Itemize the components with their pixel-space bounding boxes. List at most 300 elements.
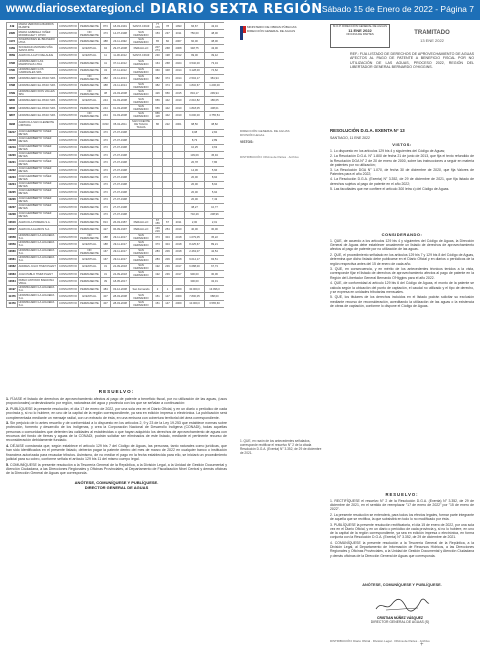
table-cell: PERMANENTE [79, 67, 101, 74]
dga-vistos: VISTOS: [240, 139, 254, 144]
table-cell: PERMANENTE [79, 144, 101, 151]
table-cell: 67 [163, 218, 173, 225]
table-cell: PERMANENTE [79, 211, 101, 218]
considerando-paragraph: 3. QUE, en consecuencia, y en mérito de los antecedentes técnicos tenidos a la vista, corresponde fijar el listado de derechos de aprovechamiento afectos al pago de patente en la Región del Libertador General Bernardo O'Higgins para el año 2022. [330, 267, 474, 280]
table-row [7, 241, 225, 248]
resuelvo-section [330, 490, 474, 559]
table-cell: 60,00 [185, 37, 205, 44]
table-cell [130, 152, 153, 159]
table-cell: PERMANENTE [79, 159, 101, 166]
table-cell: 86 [153, 119, 163, 129]
table-cell: 10224 [7, 181, 18, 188]
table-cell: 10226 [7, 196, 18, 203]
table-row [7, 174, 225, 181]
table-cell: 10658 [7, 233, 18, 240]
signer-role: DIRECTOR GENERAL DE AGUAS (S) [370, 620, 430, 625]
resolution-item [6, 397, 227, 406]
table-cell: 2017 [173, 271, 185, 278]
table-cell: JUAN HERIBERTO YAÑEZ REYES [18, 152, 58, 159]
table-cell: CONSUNTIVO [58, 181, 79, 188]
anotese-line: ANÓTESE, COMUNÍQUESE Y PUBLÍQUESE. [362, 583, 442, 587]
site-url[interactable]: www.diariosextaregion.cl [6, 3, 145, 15]
table-cell: 207 274 [153, 45, 163, 52]
table-cell: 873 [101, 23, 111, 30]
table-cell: SAN FERNANDO [130, 82, 153, 89]
table-cell: SAN FERNANDO [130, 271, 153, 278]
table-cell: 94 [101, 45, 111, 52]
table-cell: 4.755,54 [205, 112, 225, 119]
table-cell: MARIA VERONICA BARROS DUARTE [18, 23, 58, 30]
considerando-paragraph: 2. QUE, el procedimiento señalado en los artículos 129 bis 7 y 129 bis 8 del Código de Aguas, determina que dicho listado debe publicarse en el Diario Oficial y en diarios o periódicos de la región respectiva antes del 15 de enero de cada año. [330, 253, 474, 266]
table-cell: 10221 [7, 159, 18, 166]
dga-distrib: DISTRIBUCIÓN: Oficina de Partes · Archivo [240, 155, 299, 160]
considerando-paragraph: 1. QUE, de acuerdo a los artículos 129 bis 4 y siguientes del Código de Aguas, la Dirección General de Aguas debe establecer anualmente un listado de derechos de aprovechamiento afectos al pago de patente por no utilización de las aguas. [330, 239, 474, 252]
table-cell: CONSUNTIVO [58, 233, 79, 240]
table-cell: 10662 [7, 263, 18, 270]
table-cell: 2017 [173, 263, 185, 270]
table-cell: SAN FERNANDO [130, 104, 153, 111]
flag-bar-red-icon [243, 26, 246, 33]
table-cell: 268 [163, 60, 173, 67]
table-cell: 99,00 [185, 52, 205, 59]
table-cell: JUAN HERIBERTO YAÑEZ REYES [18, 137, 58, 144]
table-cell: 43,34 [205, 23, 225, 30]
table-cell: 11-06-2012 [111, 52, 130, 59]
table-cell: 27-07-1998 [111, 144, 130, 151]
table-cell: 900,00 [185, 271, 205, 278]
table-cell: 167 [101, 248, 111, 255]
table-cell [153, 166, 163, 173]
table-cell: 78 [163, 23, 173, 30]
table-cell: CONSUNTIVO [58, 23, 79, 30]
table-cell: 41 [101, 60, 111, 67]
table-cell [173, 196, 185, 203]
table-cell: 473 [101, 211, 111, 218]
table-cell: NO PERMANENTE [80, 90, 99, 97]
table-cell: 2011 [173, 218, 185, 225]
table-cell: 3799 [7, 89, 18, 96]
table-cell: 20,00 [185, 189, 205, 196]
table-cell: 43,00 [205, 45, 225, 52]
table-cell: 7,86 [205, 159, 225, 166]
table-cell: PERMANENTE [79, 166, 101, 173]
table-cell: 29-11-2017 [111, 256, 130, 263]
table-cell: 382 [153, 82, 163, 89]
table-cell: 442 [163, 112, 173, 119]
table-cell: 65 [153, 37, 163, 44]
table-cell [163, 211, 173, 218]
table-cell: 48,00 [205, 30, 225, 37]
table-row [7, 233, 225, 240]
table-cell: 2,84 [205, 129, 225, 136]
table-cell: JUAN HERIBERTO YAÑEZ REYES [18, 204, 58, 211]
table-cell: 73,34 [205, 60, 225, 67]
table-cell: AGRICOLA ALTO RELAHUE [18, 52, 58, 59]
table-cell [130, 159, 153, 166]
table-cell: San Fernando [130, 285, 153, 292]
table-cell: 5,66 [205, 166, 225, 173]
table-cell: AGRICOLA POMERA S.A. [18, 218, 58, 225]
table-cell [163, 196, 173, 203]
table-cell: 30,06 [205, 271, 225, 278]
table-cell: 27-07-1998 [111, 189, 130, 196]
signature-block [350, 616, 450, 624]
table-cell: 186,05 [205, 97, 225, 104]
table-cell: 3796 [7, 60, 18, 67]
table-cell: 3797 [7, 75, 18, 82]
table-cell: 32,31 [205, 278, 225, 285]
resolution-item-number: 5. [6, 462, 9, 467]
plus-mark-icon: + [420, 642, 424, 648]
reception-stamp [330, 24, 390, 48]
table-cell: 10663 [7, 271, 18, 278]
table-cell: CONSUNTIVO [58, 152, 79, 159]
table-cell [173, 144, 185, 151]
table-cell: 10,25 [185, 144, 205, 151]
table-cell: CONSUNTIVO [58, 45, 79, 52]
table-row [7, 189, 225, 196]
table-cell [173, 159, 185, 166]
table-cell: CONSUNTIVO [58, 75, 79, 82]
table-cell: 304 [163, 233, 173, 240]
table-cell: PERMANENTE [79, 23, 101, 30]
table-cell: 1.079,05 [185, 233, 205, 240]
side-note: 1. QUE, en razón de los antecedentes señalados, corresponde rectificar el resuelvo N° 2 de la citada Resolución D.G.A. (Exenta) N° 3.352, de 29 de diciembre de 2021. [240, 439, 322, 455]
stamp-bottom: OFICINA DE PARTES [346, 32, 374, 37]
resuelvo-paragraph: 4. COMUNÍQUESE la presente resolución a la Tesorería General de la República, a la División Legal, al Departamento de Información de Recursos Hídricos, a las Direcciones Regionales y Oficinas Provinciales, a la Unidad de Gestión Documental y Atención Ciudadana y demás oficinas de la Dirección General de Aguas que corresponda. [330, 541, 474, 558]
table-cell: CONSUNTIVO [58, 159, 79, 166]
table-cell: 3,63 [205, 144, 225, 151]
resolution-item [6, 444, 227, 461]
table-cell: 26-03-1987 [111, 218, 130, 225]
table-cell: 442 [163, 104, 173, 111]
table-cell: 407 [101, 300, 111, 307]
table-cell [153, 189, 163, 196]
table-row [7, 152, 225, 159]
table-cell: 382 [153, 75, 163, 82]
table-cell: PABLO ANTONIO BARAONA VIDAL [18, 278, 58, 285]
table-cell [163, 152, 173, 159]
table-cell: 222 [163, 119, 173, 129]
table-cell: CONSUNTIVO [58, 256, 79, 263]
table-cell: 473 [101, 129, 111, 136]
table-row [7, 196, 225, 203]
table-cell: CONSUNTIVO [58, 271, 79, 278]
table-cell: 2014 [173, 82, 185, 89]
table-cell: SAN FERNANDO [130, 30, 153, 37]
table-cell: 348 [163, 67, 173, 74]
table-cell: HORMIGUERO EL PASO SPA [18, 75, 58, 82]
table-cell: 688,00 [205, 293, 225, 300]
table-cell: CONSUNTIVO [58, 137, 79, 144]
table-cell: 28-03-2008 [111, 300, 130, 307]
table-cell: 381,94 [205, 75, 225, 82]
table-cell: 10.000,0 [185, 300, 205, 307]
table-cell: 38,82 [205, 119, 225, 129]
table-cell [163, 137, 173, 144]
table-cell: 147 [163, 293, 173, 300]
table-cell: PERMANENTE [79, 285, 101, 292]
table-cell: HORMIGUERO LA HIGUERA S.A. [18, 248, 58, 255]
table-cell: 9.014,17 [185, 256, 205, 263]
table-cell: 239 [163, 271, 173, 278]
table-cell: 01-03-2008 [111, 104, 130, 111]
table-cell: 164 [153, 60, 163, 67]
table-cell: 488 [101, 37, 111, 44]
table-cell: 10218 [7, 137, 18, 144]
table-cell: MARIA GABRIELA YAÑEZ RODRIGUEZ Y OTRO [18, 30, 58, 37]
table-cell: 473 [101, 189, 111, 196]
resolution-item [6, 463, 227, 476]
table-cell: CONSUNTIVO [58, 204, 79, 211]
table-cell: SAN FERNANDO [130, 67, 153, 74]
table-cell [163, 129, 173, 136]
table-row [7, 293, 225, 300]
table-cell [130, 129, 153, 136]
table-cell: 473 [101, 181, 111, 188]
table-cell: 650 [163, 89, 173, 96]
table-cell [163, 159, 173, 166]
table-cell: 11197 [7, 285, 18, 292]
table-cell: JUAN HERIBERTO YAÑEZ REYES [18, 144, 58, 151]
table-cell [153, 181, 163, 188]
table-cell: 473 [101, 30, 111, 37]
table-cell: 244 [101, 104, 111, 111]
table-cell: PERMANENTE [79, 226, 101, 233]
table-cell: 373 [153, 233, 163, 240]
table-cell: 3569 [7, 52, 18, 59]
table-cell: JUAN HERIBERTO YAÑEZ REYES [18, 129, 58, 136]
table-cell: SAN FERNANDO [130, 37, 153, 44]
table-cell: 2014 [173, 75, 185, 82]
table-cell: 10,77 [205, 204, 225, 211]
table-cell: 2014 [173, 67, 185, 74]
table-cell: JUAN HERIBERTO YAÑEZ REYES [18, 211, 58, 218]
sign-anotese: ANÓTESE, COMUNÍQUESE Y PUBLÍQUESE. [74, 479, 159, 485]
table-cell: 9,08 [185, 129, 205, 136]
table-cell [153, 211, 163, 218]
table-cell: 10616 [7, 218, 18, 225]
table-cell: CONSUNTIVO [58, 218, 79, 225]
table-cell: 82 [163, 37, 173, 44]
table-cell [130, 196, 153, 203]
table-cell: 7.800,05 [185, 293, 205, 300]
table-cell: 18-05-2017 [111, 278, 130, 285]
table-cell: 11476 [7, 293, 18, 300]
table-cell: 27-07-1998 [111, 166, 130, 173]
table-cell: 5,94 [205, 189, 225, 196]
table-cell: HORMIGUERO LA HIGUERA S.A. [18, 300, 58, 307]
table-cell: PERMANENTE [79, 300, 101, 307]
table-row [7, 256, 225, 263]
table-cell: EVENTUAL [79, 241, 101, 248]
table-cell: JUAN HERIBERTO YAÑEZ REYES [18, 166, 58, 173]
table-cell [163, 278, 173, 285]
table-cell: 11479 [7, 300, 18, 307]
table-cell: PERMANENTE [79, 271, 101, 278]
table-row [7, 75, 225, 82]
considerando-title: CONSIDERANDO: [381, 232, 423, 237]
table-cell: HORMIGUERO LA HIGUERA S.A. [18, 293, 58, 300]
table-cell: 473 [101, 144, 111, 151]
table-cell: 750,00 [185, 30, 205, 37]
table-cell: 14-07-1998 [111, 30, 130, 37]
table-cell: CONSUNTIVO [58, 112, 79, 119]
table-cell: ANDRES JULIO TIMMI PLENT [18, 263, 58, 270]
table-cell: 147 [163, 300, 173, 307]
table-cell: AGRICOLA SAN CLEMENTE LIMITADA [18, 119, 58, 129]
table-cell: SAN FERNANDO [130, 233, 153, 240]
table-cell: 2011 [173, 30, 185, 37]
table-cell: 27-07-1998 [111, 204, 130, 211]
table-row [7, 37, 225, 44]
table-cell: 6.688,00 [185, 263, 205, 270]
table-cell: 20,00 [185, 174, 205, 181]
table-cell: 30,00 [205, 226, 225, 233]
considerando-section [330, 232, 474, 310]
table-cell [173, 181, 185, 188]
table-cell: SAN FERNANDO [130, 248, 153, 255]
vistos-paragraph: 2. La Resolución D.G.A. N° 1.800 de fecha 21 de junio de 2013, que fija el texto refundido de la Resolución DGA N° 2 de 20 de enero de 2000, sobre las instrucciones a seguir en materia de patentes por no utilización; [330, 154, 474, 167]
table-cell: PERMANENTE [79, 278, 101, 285]
table-row [7, 137, 225, 144]
table-cell: AGRICOLA ALAMOS S.A. [18, 226, 58, 233]
table-cell [173, 174, 185, 181]
table-cell [163, 204, 173, 211]
table-cell: NO PERMANENTE [80, 112, 99, 119]
table-row [7, 271, 225, 278]
table-cell: 10228 [7, 211, 18, 218]
table-cell: EVENTUAL [79, 263, 101, 270]
table-cell: 67 156 [153, 218, 163, 225]
table-cell: 20,00 [185, 181, 205, 188]
table-cell: 27-07-1998 [111, 196, 130, 203]
table-cell: 2018 [173, 248, 185, 255]
table-cell: 2010 [173, 226, 185, 233]
table-cell: NO PERMANENTE [80, 75, 99, 82]
table-cell: 01-03-2008 [111, 97, 130, 104]
table-cell: NO PERMANENTE [80, 248, 99, 255]
table-cell: 656 [153, 104, 163, 111]
table-cell: 29-11-2017 [111, 233, 130, 240]
table-cell: CONSUNTIVO [58, 67, 79, 74]
table-cell: 27-07-1998 [111, 152, 130, 159]
table-cell: PERALILLO [130, 218, 153, 225]
table-cell: 482 [101, 75, 111, 82]
table-cell: 239 [163, 263, 173, 270]
table-row [7, 119, 225, 129]
table-row [7, 104, 225, 111]
table-cell: 2,89 [205, 137, 225, 144]
table-cell: JUAN HERIBERTO YAÑEZ REYES [18, 174, 58, 181]
table-cell: SAN FERNANDO [130, 300, 153, 307]
table-cell: 2009 [173, 300, 185, 307]
table-cell [153, 129, 163, 136]
table-cell: 244 [101, 112, 111, 119]
stamp-top: M.O.P. DIRECCIÓN GENERAL DE AGUAS [333, 24, 387, 28]
table-cell: 3790 [7, 67, 18, 74]
table-cell: CONSUNTIVO [58, 196, 79, 203]
table-cell: CONSUNTIVO [58, 60, 79, 67]
table-cell [130, 137, 153, 144]
table-cell: 77 176 [153, 23, 163, 30]
table-cell [163, 189, 173, 196]
table-cell: PERMANENTE [79, 137, 101, 144]
table-row [7, 278, 225, 285]
table-cell: PERMANENTE [79, 82, 101, 89]
table-cell: 1.818,05 [185, 104, 205, 111]
table-cell: 27-07-1998 [111, 129, 130, 136]
tramitado-title: TRAMITADO [414, 30, 450, 36]
table-cell: CONSUNTIVO [58, 211, 79, 218]
vistos-paragraph: 3. La Resolución DGA N° 1.070, de fecha 30 de diciembre de 2020, que fija Valores de Patentes para el año 2022; [330, 168, 474, 177]
table-cell: CONSUNTIVO [58, 263, 79, 270]
table-cell: 449 [7, 23, 18, 30]
table-cell: 153 [153, 30, 163, 37]
table-cell: HORMIGUERO LA HIGUERA S.A. [18, 256, 58, 263]
table-cell: 0333 [101, 119, 111, 129]
table-cell: 473 [101, 152, 111, 159]
signature-icon [372, 596, 432, 614]
considerando-paragraph: 5. QUE, los titulares de los derechos incluidos en el listado podrán solicitar su exclusión mediante recurso de reconsideración, acreditando la utilización de las aguas o la existencia de obras de captación, conforme lo dispone el Código de Aguas. [330, 295, 474, 308]
table-cell: 8,73 [185, 137, 205, 144]
table-cell: CONSUNTIVO [58, 166, 79, 173]
table-cell: 167 [101, 256, 111, 263]
table-cell: 3.128,00 [185, 67, 205, 74]
resuelvo-paragraph: 2. La presente resolución se entenderá, para todos los efectos legales, formar parte integrante de aquella que se rectifica, la que subsistirá en todo lo no modificado por ésta. [330, 513, 474, 522]
table-cell: PERMANENTE [79, 181, 101, 188]
table-cell: 373 [153, 241, 163, 248]
table-cell: 408,01 [205, 104, 225, 111]
table-cell: 2.610,82 [185, 97, 205, 104]
table-cell: 2,01 [205, 218, 225, 225]
table-row [7, 144, 225, 151]
table-row [7, 166, 225, 173]
table-cell: 29-11-2017 [111, 241, 130, 248]
table-row [7, 52, 225, 59]
table-cell [173, 129, 185, 136]
table-cell: HORMIGUERO EL PASO SPA [18, 104, 58, 111]
table-cell [173, 166, 185, 173]
table-row [7, 248, 225, 255]
resolution-item-number: 4. [6, 444, 9, 448]
table-row [7, 263, 225, 270]
table-cell: 29-07-2008 [111, 45, 130, 52]
dga-block [240, 130, 320, 160]
table-cell: 10664 [7, 278, 18, 285]
resolution-item-number: 3. [6, 421, 9, 426]
table-cell: SAN FERNANDO [130, 241, 153, 248]
table-cell: 188 [101, 233, 111, 240]
table-row [7, 67, 225, 74]
table-cell: 27-07-1998 [111, 211, 130, 218]
table-cell: 3.540,00 [185, 60, 205, 67]
distribution-footer: DISTRIBUCIÓN: Diario Oficial · División Legal · Oficina de Partes · Archivo [330, 639, 430, 643]
table-cell [153, 144, 163, 151]
resolution-item-text: COMUNÍQUESE la presente resolución a la Tesorería General de la República, a la División Legal, a la Unidad de Gestión Documental y Atención Ciudadana, a las Direcciones Regionales y Oficinas Provinciales, al Departamento de Fiscalización Nivel Central y demás oficinas de la Dirección General de Aguas que corresponda. [6, 462, 227, 476]
table-cell: 4172 [7, 37, 18, 44]
letterhead-text: MINISTERIO DE OBRAS PÚBLICAS DIRECCIÓN GENERAL DE AGUAS [247, 25, 297, 33]
table-cell: SOCIEDAD ANONIMA VIÑA SANTA RITA [18, 45, 58, 52]
resolution-item-text: PUBLÍQUESE la presente resolución, el día 17 de enero de 2022, por una sola vez en el Diario Oficial, y en un diario o periódico de cada provincia y, si no lo hubiere, en uno de la capital de la región correspondiente, ya sea en edición impresa o electrónica. La publicación será complementada mediante un mensaje radial, con un extracto de ésta, en una emisora con cobertura territorial del área correspondiente. [6, 406, 227, 420]
table-cell: CONSUNTIVO [58, 52, 79, 59]
resolution-title: RESUELVO: [98, 389, 135, 394]
table-cell: 139,09 [185, 152, 205, 159]
table-cell [153, 204, 163, 211]
table-cell: PERALILLO [130, 45, 153, 52]
table-row [7, 89, 225, 96]
table-cell: SAN FERNANDO [130, 89, 153, 96]
